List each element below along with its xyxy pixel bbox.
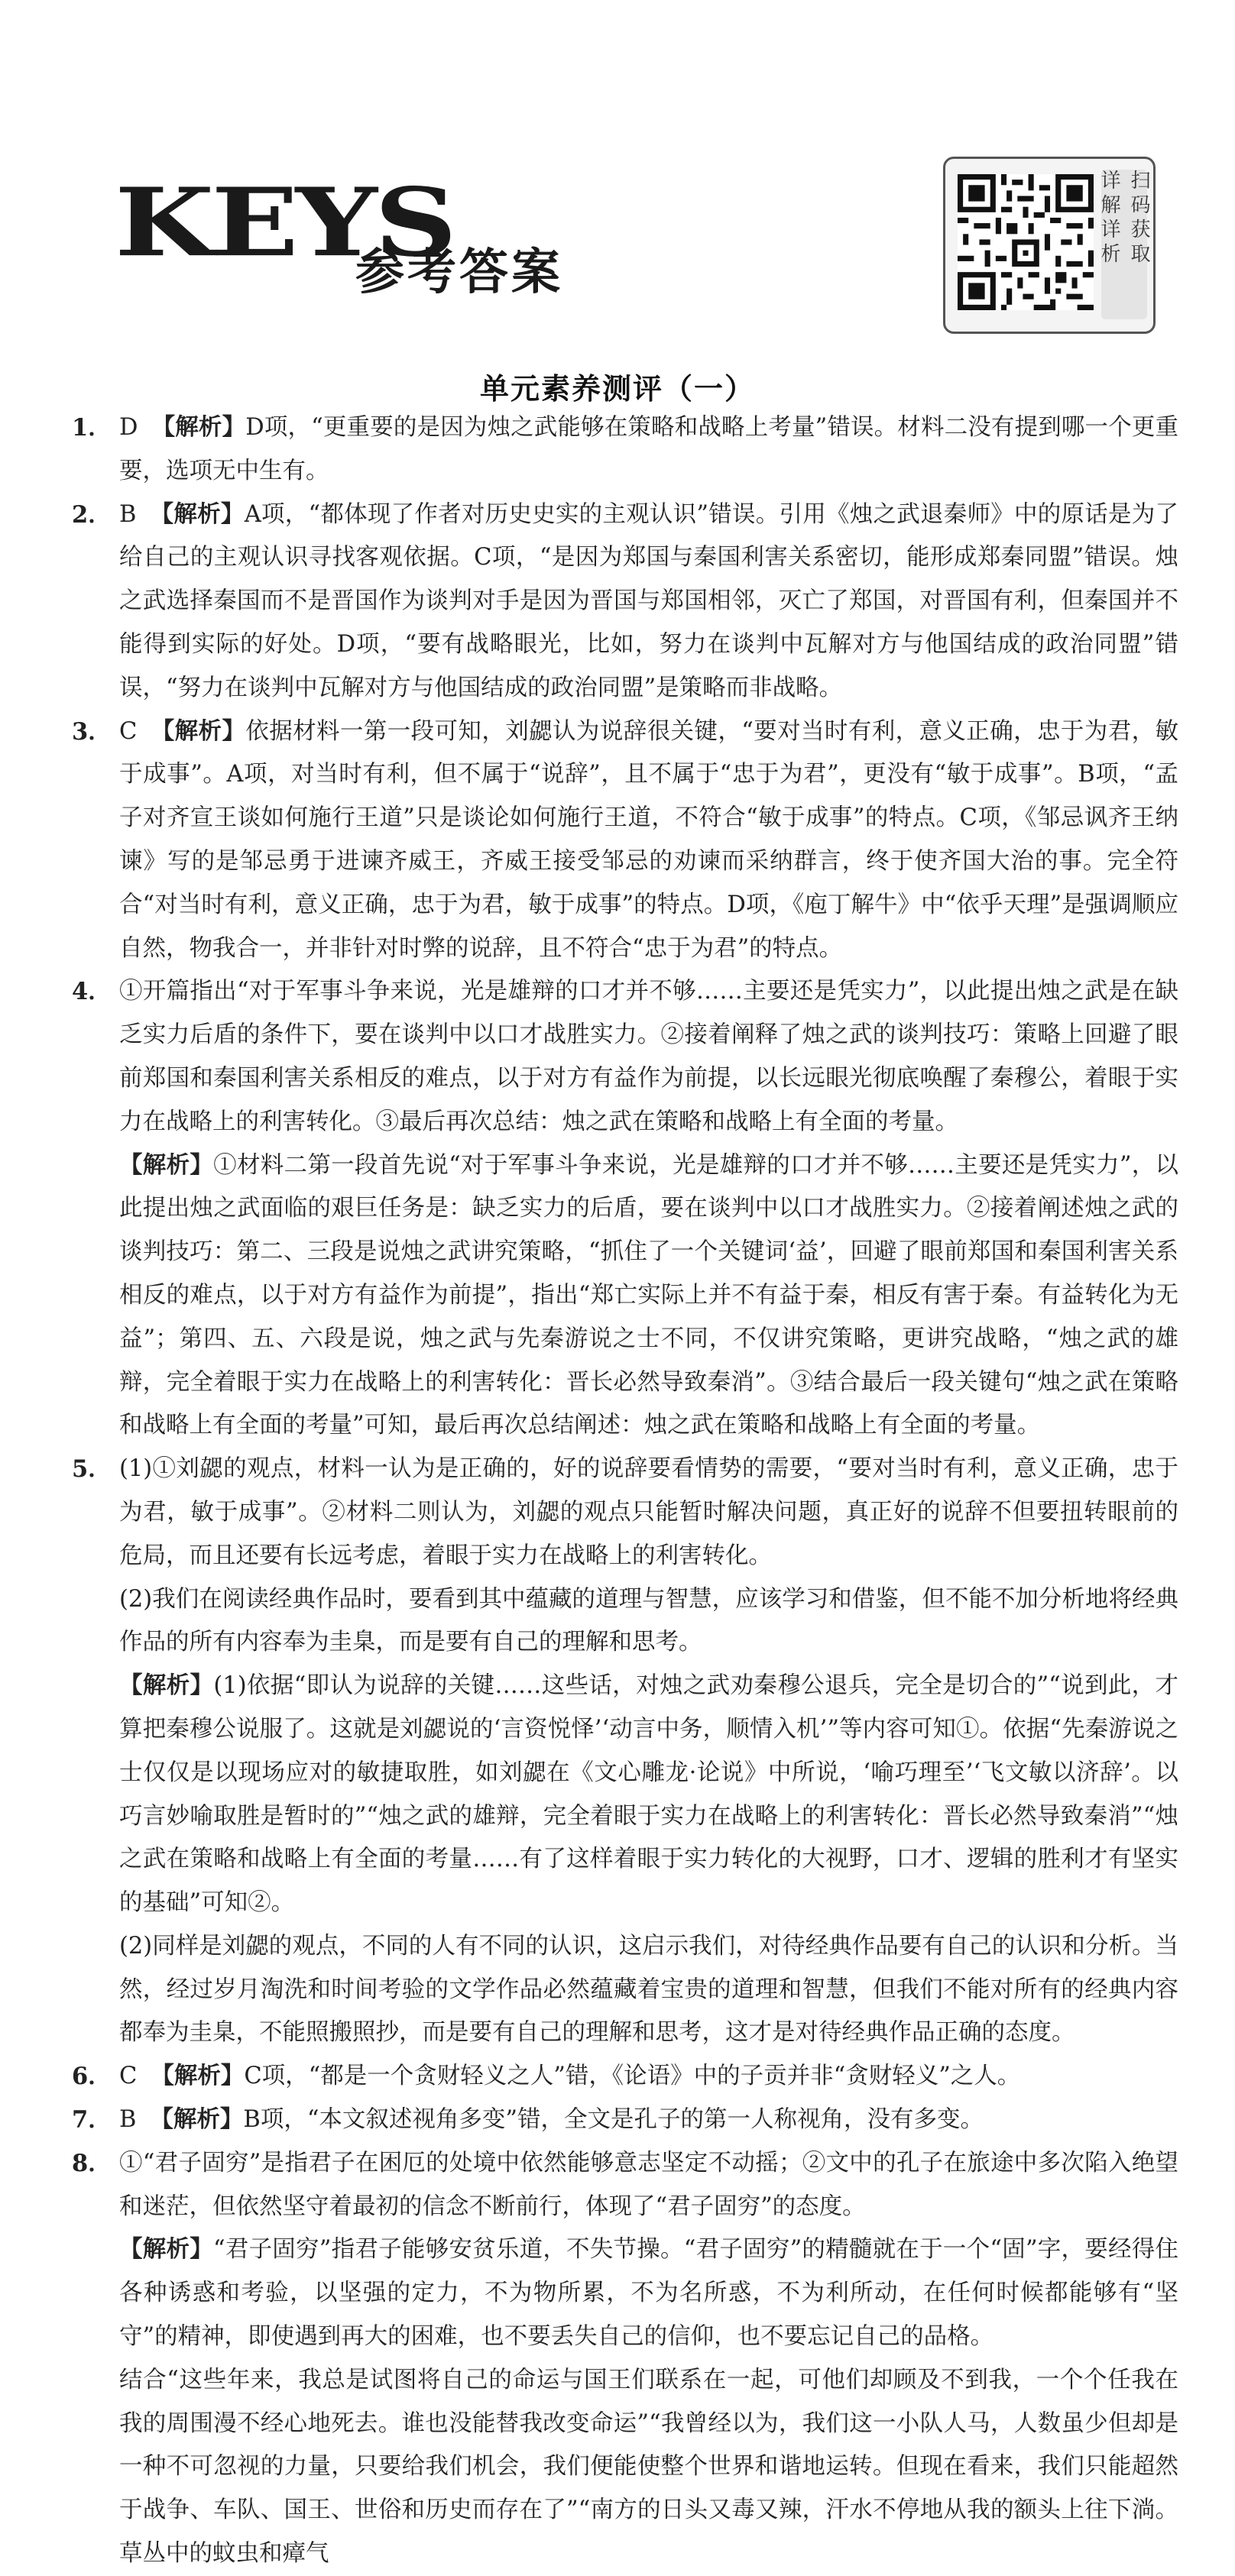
answer-choice: D xyxy=(119,414,138,441)
analysis-paragraph xyxy=(119,2228,1178,2358)
analysis-text: ①材料二第一段首先说“对于军事斗争来说，光是雄辩的口才并不够……主要还是凭实力”，以此提出烛之武面临的艰巨任务是：缺乏实力的后盾，要在谈判中以口才战胜实力。②接着阐述烛之武的谈判技巧：第二、三段是说烛之武讲究策略，“抓住了一个关键词‘益’，回避了眼前郑国和秦国利害关系相反的难点，以于对方有益作为前提”，指出“郑亡实际上并不有益于秦，相反有害于秦。有益转化为无益”；第四、五、六段是说，烛之武与先秦游说之士不同，不仅讲究策略，更讲究战略，“烛之武的雄辩，完全着眼于实力在战略上的利害转化：晋长必然导致秦消”。③结合最后一段关键句“烛之武在策略和战略上有全面的考量”可知，最后再次总结阐述：烛之武在策略和战略上有全面的考量。 xyxy=(119,1151,1179,1439)
analysis-text: C项，“都是一个贪财轻义之人”错，《论语》中的子贡并非“贪财轻义”之人。 xyxy=(244,2063,1021,2090)
analysis-tag: 【解析】 xyxy=(119,1151,214,1179)
analysis-paragraph xyxy=(119,1665,1178,1925)
qr-code-panel[interactable] xyxy=(943,157,1156,334)
answer-text xyxy=(119,494,1178,710)
answer-item xyxy=(72,2055,1178,2099)
answer-choice: C xyxy=(119,717,138,745)
answer-text: ①“君子固穷”是指君子在困厄的处境中依然能够意志坚定不动摇；②文中的孔子在旅途中多次陷入绝望和迷茫，但依然坚守着最初的信念不断前行，体现了“君子固穷”的态度。 xyxy=(119,2149,1178,2220)
qr-caption-line: 扫码获取 xyxy=(1127,170,1150,267)
analysis-tag: 【解析】 xyxy=(151,2063,245,2090)
analysis-tag: 【解析】 xyxy=(119,1672,214,1700)
qr-caption-line: 详解详析 xyxy=(1097,170,1120,267)
analysis-text: D项，“更重要的是因为烛之武能够在策略和战略上考量”错误。材料二没有提到哪一个更重要，选项无中生有。 xyxy=(119,414,1178,484)
item-number: 4． xyxy=(72,978,112,1006)
qr-code-icon[interactable] xyxy=(958,174,1094,310)
analysis-text: 结合“这些年来，我总是试图将自己的命运与国王们联系在一起，可他们却顾及不到我，一个个任我在我的周围漫不经心地死去。谁也没能替我改变命运”“我曾经以为，我们这一小队人马，人数虽少但却是一种不可忽视的力量，只要给我们机会，我们便能使整个世界和谐地运转。但现在看来，我们只能超然于战争、车队、国王、世俗和历史而存在了”“南方的日头又毒又辣，汗水不停地从我的额头上往下淌。草丛中的蚊虫和瘴气 xyxy=(119,2366,1178,2568)
item-number: 8． xyxy=(72,2149,112,2177)
analysis-text: B项，“本文叙述视角多变”错，全文是孔子的第一人称视角，没有多变。 xyxy=(243,2106,984,2134)
analysis-tag: 【解析】 xyxy=(119,2236,213,2264)
answer-item xyxy=(72,1448,1178,2055)
answer-text: (2)我们在阅读经典作品时，要看到其中蕴藏的道理与智慧，应该学习和借鉴，但不能不加分析地将经典作品的所有内容奉为圭臬，而是要有自己的理解和思考。 xyxy=(119,1585,1178,1656)
answer-choice: B xyxy=(119,2106,137,2134)
answer-item xyxy=(72,710,1178,971)
answer-item xyxy=(72,970,1178,1448)
answer-item xyxy=(72,2099,1178,2142)
answer-item xyxy=(72,2142,1178,2576)
item-number: 2． xyxy=(72,500,112,529)
page-header xyxy=(107,153,1162,336)
answer-text xyxy=(119,2055,1178,2099)
item-number: 3． xyxy=(72,717,112,746)
item-number: 5． xyxy=(72,1455,112,1484)
analysis-text: (1)依据“即认为说辞的关键……这些话，对烛之武劝秦穆公退兵，完全是切合的”“说到此，才算把秦穆公说服了。这就是刘勰说的‘言资悦怿’‘动言中务，顺情入机’”等内容可知①。依据“先秦游说之士仅仅是以现场应对的敏捷取胜，如刘勰在《文心雕龙·论说》中所说，‘喻巧理至’‘飞文敏以济辞’。以巧言妙喻取胜是暂时的”“烛之武的雄辩，完全着眼于实力在战略上的利害转化：晋长必然导致秦消”“烛之武在策略和战略上有全面的考量……有了这样着眼于实力转化的大视野，口才、逻辑的胜利才有坚实的基础”可知②。 xyxy=(119,1672,1179,1917)
analysis-paragraph xyxy=(119,1144,1178,1448)
qr-caption xyxy=(1097,170,1150,319)
answer-choice: C xyxy=(119,2063,138,2090)
analysis-tag: 【解析】 xyxy=(150,2106,244,2134)
page-title: 参考答案 xyxy=(355,244,563,301)
answer-text xyxy=(119,406,1178,494)
answer-choice: B xyxy=(119,500,137,528)
section-title: 单元素养测评（一） xyxy=(479,372,755,406)
answer-text: (1)①刘勰的观点，材料一认为是正确的，好的说辞要看情势的需要，“要对当时有利，意义正确，忠于为君，敏于成事”。②材料二则认为，刘勰的观点只能暂时解决问题，真正好的说辞不但要扭转眼前的危局，而且还要有长远考虑，着眼于实力在战略上的利害转化。 xyxy=(119,1455,1178,1569)
answer-text xyxy=(119,710,1178,971)
analysis-text: 依据材料一第一段可知，刘勰认为说辞很关键，“要对当时有利，意义正确，忠于为君，敏于成事”。A项，对当时有利，但不属于“说辞”，且不属于“忠于为君”，更没有“敏于成事”。B项，“孟子对齐宣王谈如何施行王道”只是谈论如何施行王道，不符合“敏于成事”的特点。C项，《邹忌讽齐王纳谏》写的是邹忌勇于进谏齐威王，齐威王接受邹忌的劝谏而采纳群言，终于使齐国大治的事。完全符合“对当时有利，意义正确，忠于为君，敏于成事”的特点。D项，《庖丁解牛》中“依乎天理”是强调顺应自然，物我合一，并非针对时弊的说辞，且不符合“忠于为君”的特点。 xyxy=(119,717,1179,962)
analysis-text: “君子固穷”指君子能够安贫乐道，不失节操。“君子固穷”的精髓就在于一个“固”字，要经得住各种诱惑和考验，以坚强的定力，不为物所累，不为名所惑，不为利所动，在任何时候都能够有“坚守”的精神，即使遇到再大的困难，也不要丢失自己的信仰，也不要忘记自己的品格。 xyxy=(119,2236,1179,2351)
answer-list xyxy=(72,406,1178,2576)
analysis-tag: 【解析】 xyxy=(150,500,245,528)
answer-item xyxy=(72,494,1178,710)
analysis-text: (2)同样是刘勰的观点，不同的人有不同的认识，这启示我们，对待经典作品要有自己的认识和分析。当然，经过岁月淘洗和时间考验的文学作品必然蕴藏着宝贵的道理和智慧，但我们不能对所有的经典内容都奉为圭臬，不能照搬照抄，而是要有自己的理解和思考，这才是对待经典作品正确的态度。 xyxy=(119,1932,1178,2047)
keys-logo: KEYS xyxy=(115,167,455,278)
analysis-text: A项，“都体现了作者对历史史实的主观认识”错误。引用《烛之武退秦师》中的原话是为了给自己的主观认识寻找客观依据。C项，“是因为郑国与秦国利害关系密切，能形成郑秦同盟”错误。烛之武选择秦国而不是晋国作为谈判对手是因为晋国与郑国相邻，灭亡了郑国，对晋国有利，但秦国并不能得到实际的好处。D项，“要有战略眼光，比如，努力在谈判中瓦解对方与他国结成的政治同盟”错误，“努力在谈判中瓦解对方与他国结成的政治同盟”是策略而非战略。 xyxy=(119,500,1178,701)
item-number: 1． xyxy=(72,414,112,442)
analysis-tag: 【解析】 xyxy=(151,414,246,441)
answer-text: ①开篇指出“对于军事斗争来说，光是雄辩的口才并不够……主要还是凭实力”，以此提出烛之武是在缺乏实力后盾的条件下，要在谈判中以口才战胜实力。②接着阐释了烛之武的谈判技巧：策略上回避了眼前郑国和秦国利害关系相反的难点，以于对方有益作为前提，以长远眼光彻底唤醒了秦穆公，着眼于实力在战略上的利害转化。③最后再次总结：烛之武在策略和战略上有全面的考量。 xyxy=(119,978,1178,1135)
analysis-tag: 【解析】 xyxy=(151,717,246,745)
item-number: 7． xyxy=(72,2106,112,2134)
answer-item xyxy=(72,406,1178,494)
item-number: 6． xyxy=(72,2063,112,2091)
answer-text xyxy=(119,2099,1178,2142)
